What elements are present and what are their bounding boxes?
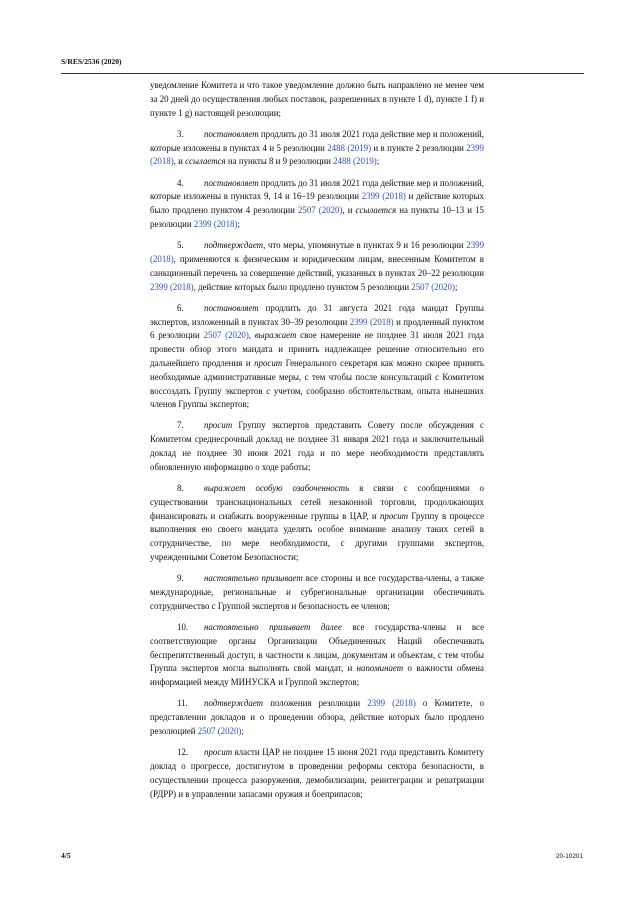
paragraph-text: , и (342, 205, 356, 216)
paragraph-text: свое намерение не позднее 31 июля 2021 года провести обзор этого мандата и принять надлежащее решение относительно его дальнейшего продления и (150, 330, 484, 368)
paragraph-number: 6. (177, 302, 184, 313)
paragraph-text: Группу в процессе выполнения ею своего мандата уделять особое внимание анализу таких сетей в сотрудничестве, по мере необходимости, с другими группами экспертов, учрежденными Советом Безопасности; (150, 510, 485, 563)
document-symbol: S/RES/2536 (2020) (61, 57, 122, 66)
italic-verb: постановляет (204, 128, 259, 139)
italic-verb: напоминает (356, 663, 404, 674)
paragraph-text: о важности обмена информацией между МИНУСКА и Группой экспертов; (150, 663, 484, 688)
operative-paragraph-5 (150, 239, 484, 294)
paragraph-text: Генерального секретаря как можно скорее принять необходимые административные меры, с тем чтобы после консультаций с Комитетом воссоздать Группу экспертов с учетом, сообразно обстоятельствам, опыта нынешних членов Группы экспертов; (150, 357, 484, 410)
paragraph-text: в связи с сообщениями о существовании транснациональных сетей незаконной торговли, продолжающих финансировать и снабжать вооруженные группы в ЦАР, и (150, 483, 484, 521)
paragraph-text: , и (173, 156, 186, 167)
operative-paragraph-11 (150, 697, 484, 738)
resolution-link[interactable]: 2399 (2018) (150, 142, 484, 167)
operative-paragraph-12 (150, 746, 484, 801)
paragraph-text: продлить до 31 августа 2021 года мандат Группы экспертов, изложенный в пунктах 30–39 резолюции (150, 302, 484, 327)
resolution-link[interactable]: 2399 (2018) (150, 240, 484, 264)
paragraph-number: 8. (177, 483, 184, 494)
paragraph-text: ; (454, 281, 458, 292)
paragraph-text: продлить до 31 июля 2021 года действие мер и положений, которые изложены в пунктах 9, 14 и 16–19 резолюции (150, 177, 484, 202)
resolution-link[interactable]: 2507 (2020) (203, 330, 249, 341)
italic-verb: ссылается (355, 205, 397, 216)
resolution-link[interactable]: 2399 (2018) (150, 281, 194, 292)
paragraph-number: 5. (177, 240, 184, 251)
paragraph-text: , действие которых было продлено пунктом 5 резолюции (193, 281, 412, 292)
operative-paragraph-4 (150, 177, 484, 232)
italic-verb: настоятельно призывает (204, 573, 303, 584)
resolution-link[interactable]: 2399 (2018) (367, 698, 416, 709)
paragraph-text: власти ЦАР не позднее 15 июня 2021 года представить Комитету доклад о прогрессе, достигнутом в проведении реформы сектора безопасности, в осуществлении процесса разоружения, демобилизации, реинтеграции и репатриации (РДРР) и в управлении запасами оружия и боеприпасов; (150, 747, 484, 799)
italic-verb: постановляет (204, 302, 259, 313)
paragraph-text: , (248, 330, 255, 341)
italic-verb: выражает (254, 330, 297, 341)
paragraph-text: Группу экспертов представить Совету после обсуждения с Комитетом среднесрочный доклад не позднее 31 января 2021 года и заключительный доклад не позднее 30 июня 2021 года и по мере необходимости представлять обновленную информацию о ходе работы; (150, 420, 484, 472)
italic-verb: настоятельно призывает далее (204, 622, 342, 633)
operative-paragraph-7 (150, 419, 484, 474)
operative-paragraph-9 (150, 572, 484, 613)
paragraph-text: все государства-члены и все соответствующие органы Организации Объединенных Наций обеспечивать беспрепятственный доступ, в частности к лицам, документам и объектам, с тем чтобы Группа экспертов могла выполнять свой мандат, и (150, 622, 485, 674)
paragraph-text: продлить до 31 июля 2021 года действие мер и положений, которые изложены в пунктах 4 и 5 резолюции (150, 128, 484, 153)
paragraph-text: на пункты 10–13 и 15 резолюции (150, 205, 484, 229)
italic-verb: просит (254, 357, 283, 368)
operative-paragraph-3 (150, 128, 484, 169)
resolution-link[interactable]: 2507 (2020) (297, 205, 343, 216)
paragraph-number: 12. (177, 747, 189, 758)
operative-paragraph-8 (150, 482, 484, 565)
italic-verb: подтверждает (204, 240, 264, 251)
paragraph-number: 10. (177, 622, 189, 633)
paragraph-text: , что меры, упомянутые в пунктах 9 и 16 резолюции (263, 240, 467, 251)
paragraph-text: , применяются к физическим и юридическим лицам, внесенным Комитетом в санкционный перечень за совершение действий, указанных в пунктах 20–22 резолюции (150, 253, 484, 278)
operative-paragraph-6 (150, 302, 484, 412)
resolution-link[interactable]: 2507 (2020) (197, 725, 242, 736)
operative-paragraph-10 (150, 621, 484, 690)
paragraph-text: на пункты 8 и 9 резолюции (225, 156, 334, 167)
continued-paragraph (150, 79, 484, 120)
resolution-link[interactable]: 2507 (2020) (411, 281, 455, 292)
resolution-link[interactable]: 2488 (2019) (333, 156, 377, 167)
italic-verb: подтверждает (204, 698, 264, 709)
paragraph-text: положения резолюции (263, 698, 368, 709)
paragraph-text: ; (376, 156, 380, 167)
paragraph-text: все стороны и все государства-члены, а также международные, региональные и субрегиональные организации обеспечивать сотрудничество с Группой экспертов и безопасность ее членов; (150, 573, 484, 611)
paragraph-number: 11. (177, 698, 188, 709)
paragraph-text: ; (237, 218, 240, 229)
resolution-body (150, 79, 484, 809)
italic-verb: постановляет (204, 177, 259, 188)
header-divider (61, 73, 584, 74)
paragraph-text: уведомление Комитета и что такое уведомление должно быть направлено не менее чем за 20 дней до осуществления любых поставок, разрешенных в пункте 1 d), пункте 1 f) и пункте 1 g) настоящей резолюции; (150, 80, 484, 118)
italic-verb: просит (379, 510, 409, 521)
page-number: 4/5 (61, 851, 71, 860)
resolution-link[interactable]: 2399 (2018) (349, 316, 394, 327)
paragraph-number: 3. (177, 128, 184, 139)
paragraph-number: 7. (177, 420, 184, 431)
italic-verb: просит (204, 420, 233, 431)
paragraph-text: ; (241, 725, 244, 736)
paragraph-text: и продленный пунктом 6 резолюции (150, 316, 484, 341)
resolution-link[interactable]: 2399 (2018) (361, 191, 406, 202)
resolution-link[interactable]: 2488 (2019) (327, 142, 372, 153)
paragraph-number: 4. (177, 177, 184, 188)
paragraph-text: и в пункте 2 резолюции (371, 142, 467, 153)
italic-verb: ссылается (185, 156, 226, 167)
italic-verb: выражает особую озабоченность (204, 483, 350, 494)
resolution-link[interactable]: 2399 (2018) (193, 218, 238, 229)
italic-verb: просит (204, 747, 233, 758)
paragraph-number: 9. (177, 573, 184, 584)
paragraph-text: и действие которых было продлено пунктом 4 резолюции (150, 191, 484, 216)
paragraph-text: о Комитете, о представлении докладов и о проведении обзора, действие которых было продлено резолюцией (150, 698, 484, 736)
document-number: 20-10201 (555, 853, 583, 860)
